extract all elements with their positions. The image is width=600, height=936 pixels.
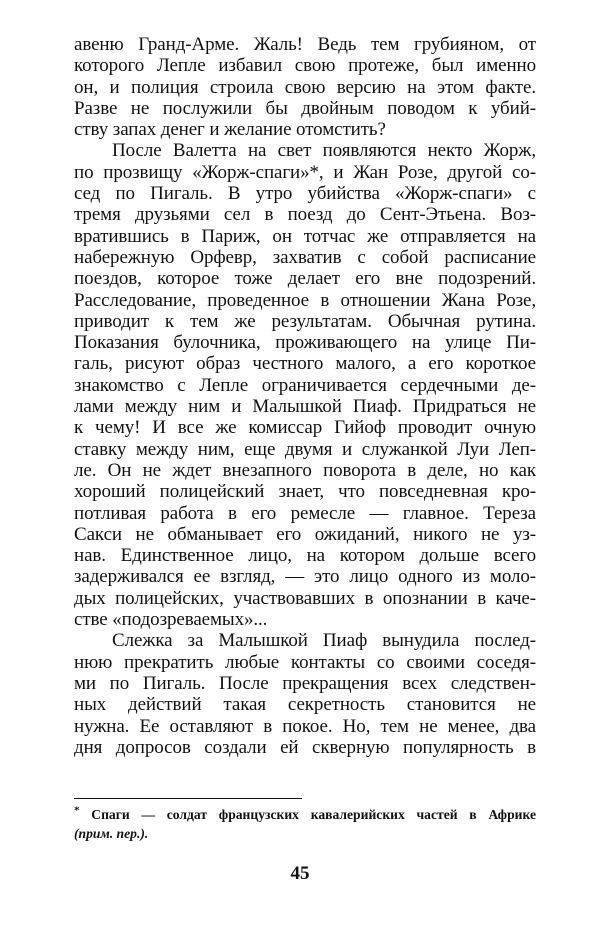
text-line: хороший полицейский знает, что повседневная кро- [74, 481, 536, 503]
text-line: ных действий такая секретность становится не [74, 694, 536, 716]
footnote-text: Спаги — солдат французских кавалерийских частей в Африке [91, 807, 537, 822]
footnote-line [74, 805, 536, 824]
text-line: к чему! И все же комиссар Гийоф проводит очную [74, 417, 536, 439]
text-line: нав. Единственное лицо, на котором дольше всего [74, 545, 536, 567]
text-line: Показания булочника, проживающего на улице Пи- [74, 332, 536, 354]
text-line: по прозвищу «Жорж-спаги»*, и Жан Розе, другой со- [74, 161, 536, 183]
text-line: Разве не послужили бы двойным поводом к убий- [74, 97, 536, 119]
text-line: набережную Орфевр, захватив с собой расписание [74, 246, 536, 268]
paragraph-start-line: После Валетта на свет появляются некто Жорж, [112, 140, 536, 162]
text-line: ле. Он не ждет внезапного поворота в деле, но как [74, 459, 536, 481]
footnote-note: (прим. пер.). [74, 826, 149, 841]
text-line: дня допросов создали ей скверную популярность в [74, 736, 536, 758]
page-number: 45 [290, 863, 310, 884]
text-line: стве «подозреваемых»... [74, 609, 268, 631]
text-line: лами между ним и Малышкой Пиаф. Придраться не [74, 396, 536, 418]
text-line: приводит к тем же результатам. Обычная рутина. [74, 310, 536, 332]
text-line: Расследование, проведенное в отношении Жана Розе, [74, 289, 536, 311]
text-line: галь, рисуют образ честного малого, а его короткое [74, 353, 536, 375]
footnote-line [74, 824, 536, 843]
text-line: он, и полиция строила свою версию на этом факте. [74, 76, 536, 98]
text-line: тремя друзьями сел в поезд до Сент-Этьена. Воз- [74, 204, 536, 226]
text-line: знакомство с Лепле ограничивается сердечными де- [74, 374, 536, 396]
text-line: сед по Пигаль. В утро убийства «Жорж-спаги» с [74, 183, 536, 205]
footnote-marker: * [74, 804, 80, 817]
paragraph-start-line: Слежка за Малышкой Пиаф вынудила послед- [112, 630, 536, 652]
text-line: ставку между ним, еще двумя и служанкой Луи Леп- [74, 438, 536, 460]
body-text [74, 34, 536, 758]
text-line: задерживался ее взгляд, — это лицо одного из моло- [74, 566, 536, 588]
text-line: нужна. Ее оставляют в покое. Но, тем не менее, два [74, 715, 536, 737]
text-line: потливая работа в его ремесле — главное. Тереза [74, 502, 536, 524]
text-line: авеню Гранд-Арме. Жаль! Ведь тем грубияном, от [74, 34, 536, 55]
footnote [74, 805, 536, 843]
text-line: которого Лепле избавил свою протеже, был именно [74, 55, 536, 77]
text-line: вратившись в Париж, он тотчас же отправляется на [74, 225, 536, 247]
text-line: Сакси не обманывает его ожиданий, никого не уз- [74, 523, 536, 545]
text-line: нюю прекратить любые контакты со своими соседя- [74, 651, 536, 673]
text-line: дых полицейских, участвовавших в опознании в каче- [74, 587, 536, 609]
text-line: ми по Пигаль. После прекращения всех следствен- [74, 672, 536, 694]
text-line: поездов, которое тоже делает его вне подозрений. [74, 268, 536, 290]
text-line: ству запах денег и желание отомстить? [74, 119, 386, 141]
footnote-divider [74, 798, 302, 799]
